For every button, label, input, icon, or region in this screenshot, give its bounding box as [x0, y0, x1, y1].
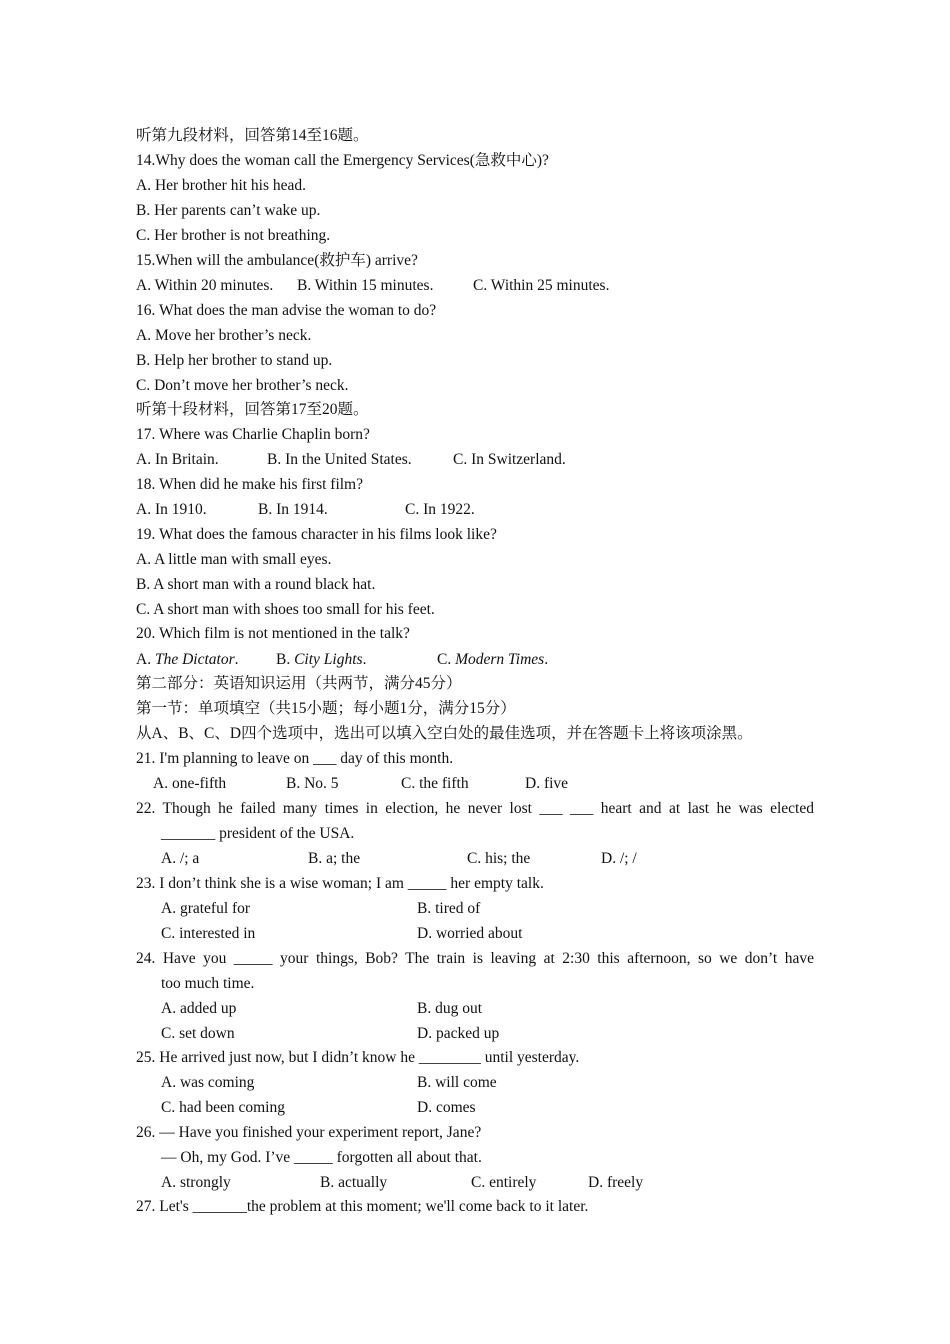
q20-stem: 20. Which film is not mentioned in the talk? [136, 625, 410, 642]
part2-title: 第二部分：英语知识运用（共两节，满分45分） [136, 675, 462, 692]
q26-option-d: D. freely [588, 1174, 644, 1191]
q20-option-c-title: Modern Times [455, 651, 545, 668]
q27-stem: 27. Let's _______the problem at this moment; we'll come back to it later. [136, 1198, 589, 1215]
part2-instructions: 从A、B、C、D四个选项中，选出可以填入空白处的最佳选项，并在答题卡上将该项涂黑。 [136, 725, 753, 742]
q24-option-a: A. added up [161, 1000, 237, 1017]
q17-option-c: C. In Switzerland. [453, 451, 566, 468]
q18-option-b: B. In 1914. [258, 501, 328, 518]
q24-stem-line2: too much time. [161, 975, 255, 992]
q23-option-c: C. interested in [161, 925, 256, 942]
q15-option-a: A. Within 20 minutes. [136, 277, 274, 294]
q25-stem: 25. He arrived just now, but I didn’t know he ________ until yesterday. [136, 1049, 580, 1066]
q21-option-d: D. five [525, 775, 569, 792]
q26-option-a: A. strongly [161, 1174, 231, 1191]
q17-option-b: B. In the United States. [267, 451, 412, 468]
q25-option-d: D. comes [417, 1099, 476, 1116]
section-10-intro: 听第十段材料，回答第17至20题。 [136, 401, 369, 418]
q18-option-a: A. In 1910. [136, 501, 207, 518]
q16-option-a: A. Move her brother’s neck. [136, 327, 312, 344]
q20-option-a: A. The Dictator. [136, 651, 239, 668]
q24-option-b: B. dug out [417, 1000, 483, 1017]
q22-stem-line1: 22. Though he failed many times in election, he never lost ___ ___ heart and at last he was elected [136, 800, 814, 817]
q14-option-a: A. Her brother hit his head. [136, 177, 307, 194]
q22-stem-line2: _______ president of the USA. [161, 825, 355, 842]
q23-option-b: B. tired of [417, 900, 481, 917]
q19-option-a: A. A little man with small eyes. [136, 551, 332, 568]
q21-option-b: B. No. 5 [286, 775, 339, 792]
q16-stem: 16. What does the man advise the woman to do? [136, 302, 437, 319]
q15-stem: 15.When will the ambulance(救护车) arrive? [136, 252, 418, 269]
q26-stem-line2: — Oh, my God. I’ve _____ forgotten all about that. [161, 1149, 482, 1166]
q23-option-d: D. worried about [417, 925, 523, 942]
q24-option-c: C. set down [161, 1025, 235, 1042]
q17-stem: 17. Where was Charlie Chaplin born? [136, 426, 370, 443]
q20-option-a-title: The Dictator [154, 651, 235, 668]
part2-section1-title: 第一节：单项填空（共15小题；每小题1分，满分15分） [136, 700, 516, 717]
q26-option-c: C. entirely [471, 1174, 537, 1191]
q24-stem-line1: 24. Have you _____ your things, Bob? The train is leaving at 2:30 this afternoon, so we don’t have [136, 950, 814, 967]
q18-stem: 18. When did he make his first film? [136, 476, 363, 493]
q18-option-c: C. In 1922. [405, 501, 475, 518]
q25-option-c: C. had been coming [161, 1099, 285, 1116]
q22-option-d: D. /; / [601, 850, 637, 867]
q20-option-c: C. Modern Times. [437, 651, 549, 668]
q22-option-a: A. /; a [161, 850, 200, 867]
q21-stem: 21. I'm planning to leave on ___ day of this month. [136, 750, 454, 767]
q14-stem: 14.Why does the woman call the Emergency Services(急救中心)? [136, 152, 549, 169]
q14-option-c: C. Her brother is not breathing. [136, 227, 331, 244]
q21-option-c: C. the fifth [401, 775, 469, 792]
q16-option-b: B. Help her brother to stand up. [136, 352, 333, 369]
q19-option-b: B. A short man with a round black hat. [136, 576, 376, 593]
q15-option-c: C. Within 25 minutes. [473, 277, 610, 294]
q26-stem-line1: 26. — Have you finished your experiment report, Jane? [136, 1124, 482, 1141]
q24-option-d: D. packed up [417, 1025, 500, 1042]
q19-stem: 19. What does the famous character in his films look like? [136, 526, 497, 543]
q22-option-b: B. a; the [308, 850, 361, 867]
q21-blank: ___ [313, 750, 337, 767]
q19-option-c: C. A short man with shoes too small for his feet. [136, 601, 435, 618]
section-9-intro: 听第九段材料，回答第14至16题。 [136, 127, 369, 144]
q16-option-c: C. Don’t move her brother’s neck. [136, 377, 349, 394]
q22-option-c: C. his; the [467, 850, 531, 867]
q20-option-b: B. City Lights. [276, 651, 367, 668]
q20-option-b-title: City Lights [294, 651, 363, 668]
q15-option-b: B. Within 15 minutes. [297, 277, 434, 294]
q26-option-b: B. actually [320, 1174, 388, 1191]
q14-option-b: B. Her parents can’t wake up. [136, 202, 321, 219]
q17-option-a: A. In Britain. [136, 451, 219, 468]
q23-stem: 23. I don’t think she is a wise woman; I am _____ her empty talk. [136, 875, 544, 892]
q23-option-a: A. grateful for [161, 900, 251, 917]
q25-option-a: A. was coming [161, 1074, 255, 1091]
q21-option-a: A. one-fifth [153, 775, 227, 792]
q25-option-b: B. will come [417, 1074, 497, 1091]
